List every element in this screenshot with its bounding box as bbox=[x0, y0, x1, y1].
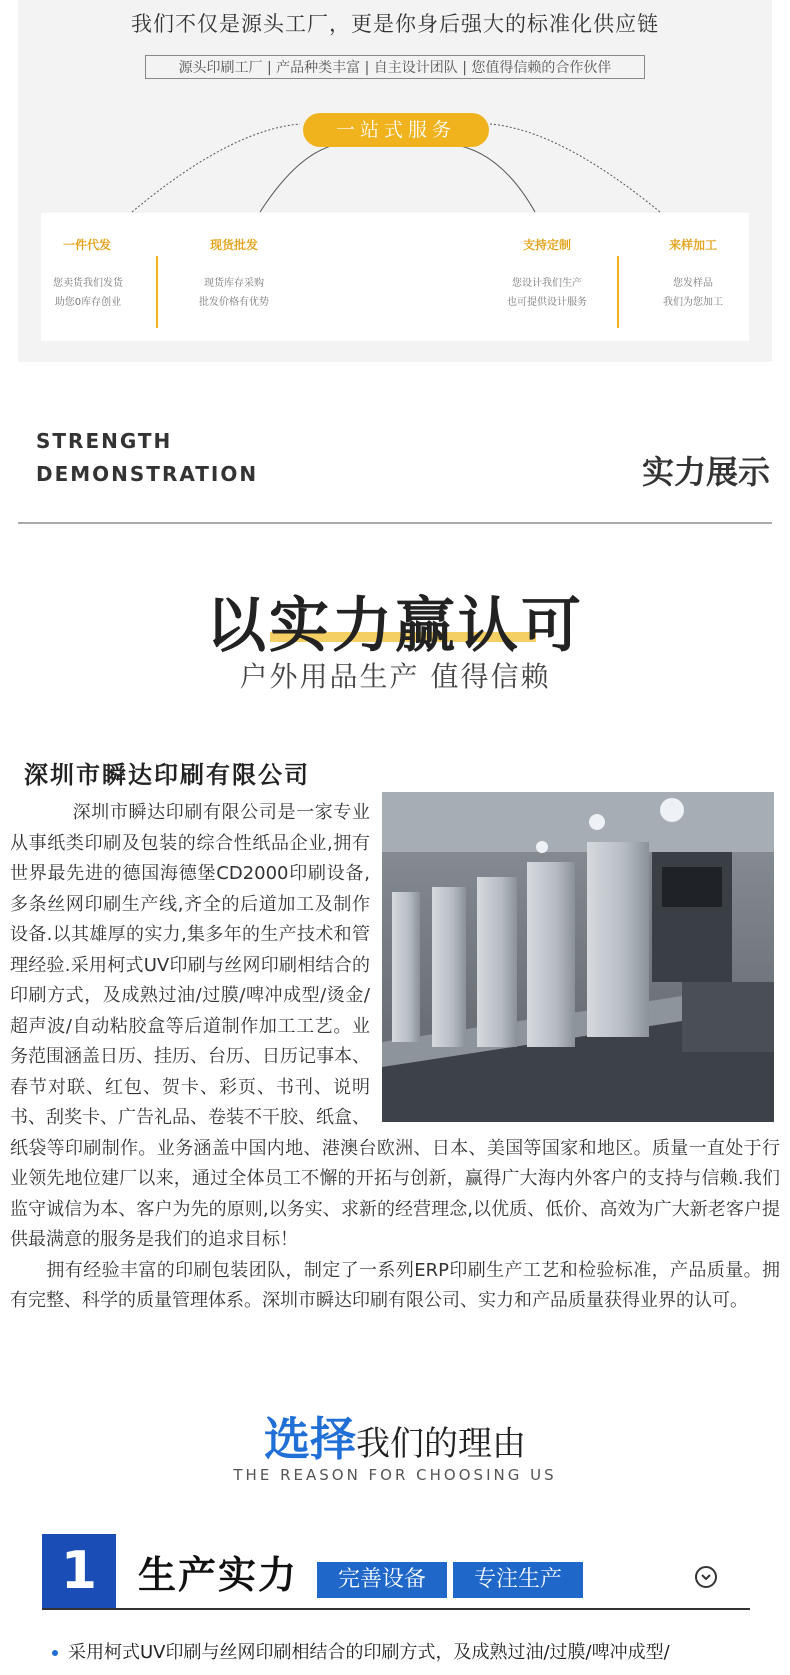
bullet-text: 采用柯式UV印刷与丝网印刷相结合的印刷方式，及成熟过油/过膜/啤冲成型/ bbox=[68, 1642, 670, 1663]
service-wholesale-line2: 批发价格有优势 bbox=[199, 297, 269, 308]
banner-subtitle: 源头印刷工厂 | 产品种类丰富 | 自主设计团队 | 您值得信赖的合作伙伴 bbox=[145, 55, 645, 79]
service-sample-desc bbox=[623, 274, 763, 312]
strength-chinese-heading: 实力展示 bbox=[641, 453, 770, 491]
strength-en-line2: DEMONSTRATION bbox=[36, 462, 259, 486]
tag-equipment: 完善设备 bbox=[317, 1562, 447, 1598]
bullet-item bbox=[52, 1638, 670, 1664]
reason-heading bbox=[0, 1403, 790, 1469]
divider-bar bbox=[617, 256, 619, 328]
bullet-dot bbox=[52, 1650, 58, 1656]
service-sample-line2: 我们为您加工 bbox=[663, 297, 723, 308]
section-number-badge: 1 bbox=[42, 1534, 116, 1608]
section-underline bbox=[42, 1608, 750, 1610]
printing-press-photo bbox=[382, 792, 774, 1122]
headline-subtitle: 户外用品生产 值得信赖 bbox=[239, 660, 551, 693]
reason-english: THE REASON FOR CHOOSING US bbox=[233, 1466, 557, 1484]
service-wholesale-desc bbox=[164, 274, 304, 312]
service-sample-title: 来样加工 bbox=[668, 238, 717, 252]
service-custom-title: 支持定制 bbox=[522, 238, 571, 252]
section-divider bbox=[18, 522, 772, 524]
company-paragraph-1: 深圳市瞬达印刷有限公司是一家专业从事纸类印刷及包装的综合性纸品企业,拥有世界最先进的德国海德堡CD2000印刷设备,多条丝网印刷生产线,齐全的后道加工及制作设备.以其雄厚的实力,集多年的生产技术和管理经验.采用柯式UV印刷与丝网印刷相结合的印刷方式，及成熟过油/过膜/啤冲成型/烫金/超声波/自动粘胶盒等后道制作加工工艺。业务范围涵盖日历、挂历、台历、日历记事本、春节对联、红包、贺卡、彩页、书刊、说明书、刮奖卡、广告礼品、卷装不干胶、纸盒、纸袋等印刷制作。业务涵盖中国内地、港澳台欧洲、日本、美国等国家和地区。质量一直处于行业领先地位建厂以来，通过全体员工不懈的开拓与创新，赢得广大海内外客户的支持与信赖.我们监守诚信为本、客户为先的原则,以务实、求新的经营理念,以优质、低价、高效为广大新老客户提供最满意的服务是我们的追求目标！ bbox=[10, 802, 780, 1250]
service-dropship-desc bbox=[18, 274, 158, 312]
chevron-down-icon[interactable] bbox=[695, 1566, 717, 1588]
strength-en-line1: STRENGTH bbox=[36, 429, 173, 453]
one-stop-service-pill: 一站式服务 bbox=[303, 113, 489, 147]
service-dropship-line2: 助您0库存创业 bbox=[54, 297, 122, 308]
service-dropship-line1: 您卖货我们发货 bbox=[53, 278, 123, 289]
reason-rest: 我们的理由 bbox=[356, 1424, 526, 1464]
headline-title: 以实力赢认可 bbox=[206, 591, 584, 661]
divider-bar bbox=[156, 256, 158, 328]
banner-title: 我们不仅是源头工厂，更是你身后强大的标准化供应链 bbox=[131, 12, 659, 36]
section-title: 生产实力 bbox=[138, 1553, 299, 1597]
service-wholesale-title: 现货批发 bbox=[209, 238, 258, 252]
service-wholesale-line1: 现货库存采购 bbox=[204, 278, 264, 289]
company-paragraph-2: 拥有经验丰富的印刷包装团队，制定了一系列ERP印刷生产工艺和检验标准，产品质量。拥有完整、科学的质量管理体系。深圳市瞬达印刷有限公司、实力和产品质量获得业界的认可。 bbox=[10, 1259, 780, 1311]
tag-production: 专注生产 bbox=[453, 1562, 583, 1598]
reason-highlight: 选择 bbox=[264, 1412, 356, 1466]
service-custom-desc bbox=[477, 274, 617, 312]
company-description bbox=[10, 798, 780, 1317]
service-sample-line1: 您发样品 bbox=[673, 278, 713, 289]
service-custom-line1: 您设计我们生产 bbox=[512, 278, 582, 289]
service-dropship-title: 一件代发 bbox=[62, 238, 111, 252]
strength-english-heading bbox=[36, 425, 258, 491]
company-name: 深圳市瞬达印刷有限公司 bbox=[24, 761, 310, 789]
service-custom-line2: 也可提供设计服务 bbox=[507, 297, 587, 308]
